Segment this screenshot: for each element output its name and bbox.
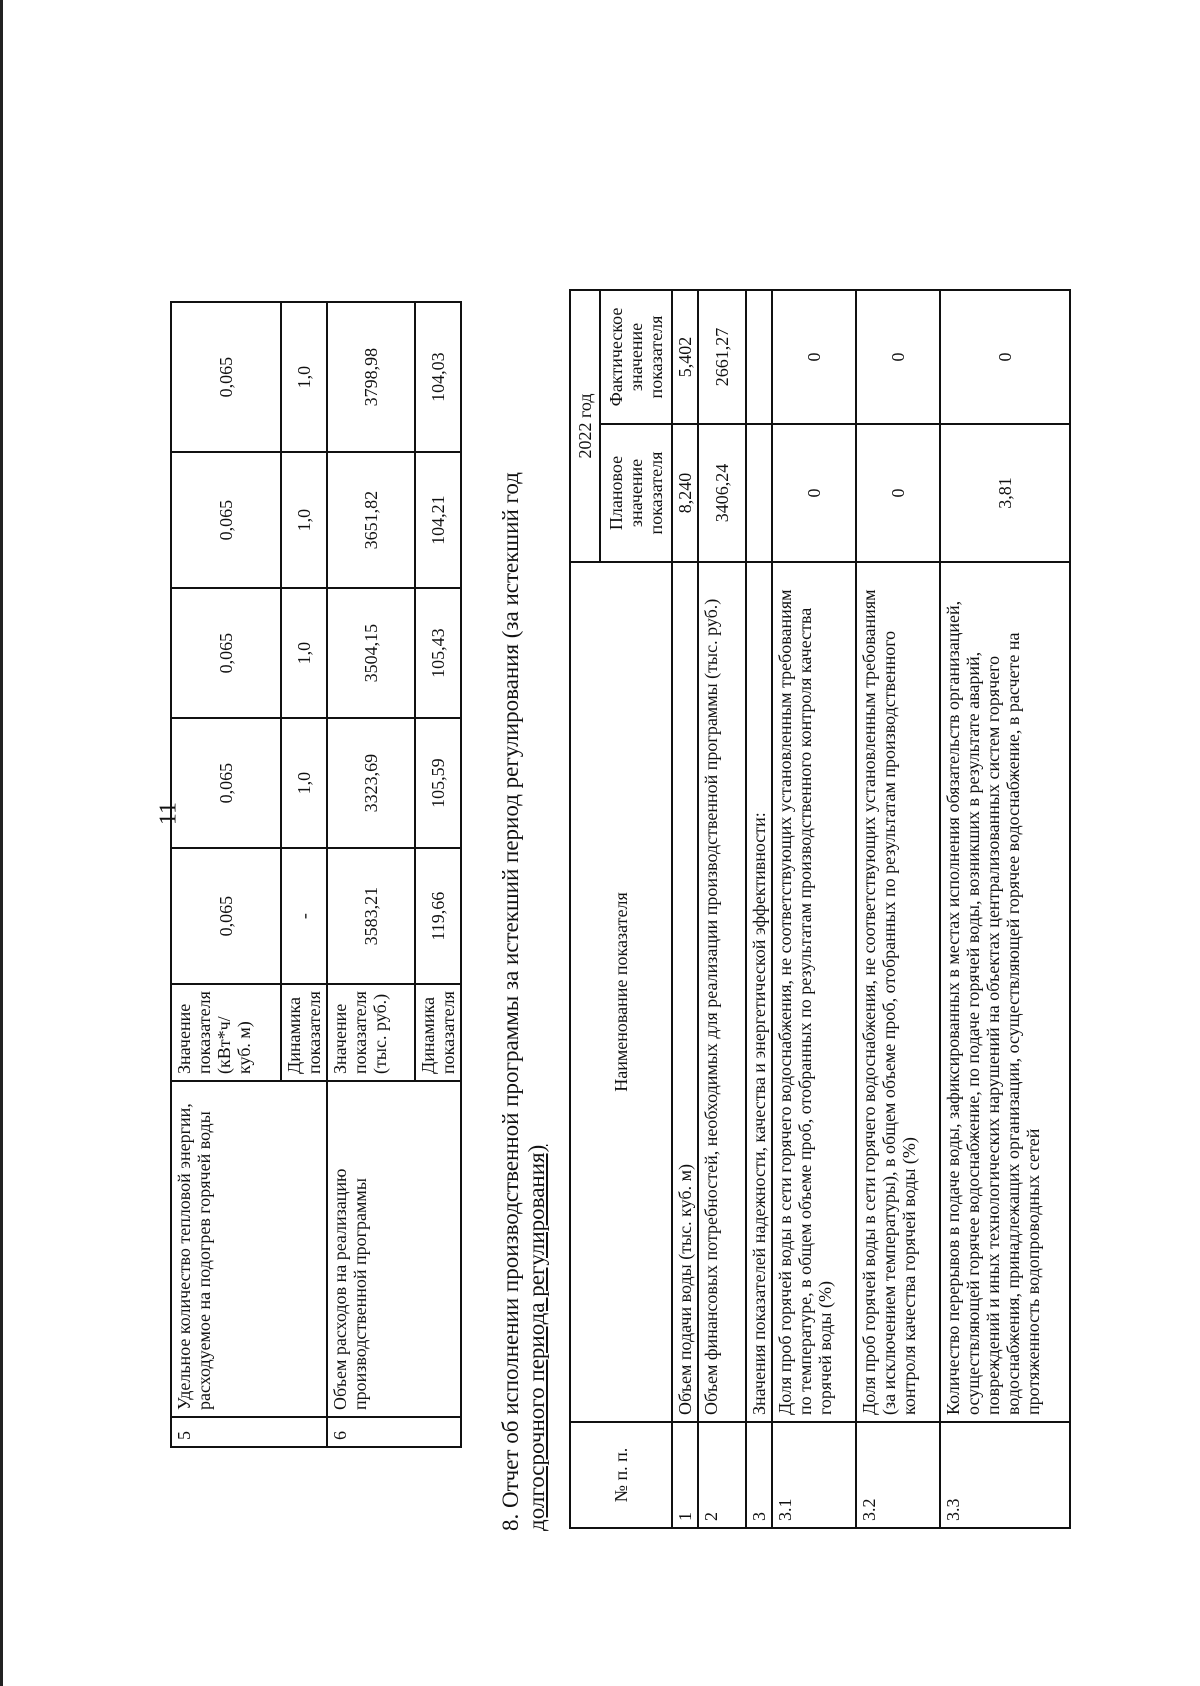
value-cell: 1,0 [281, 452, 327, 588]
sub-label: Значение показателя (тыс. руб.) [327, 984, 415, 1081]
continuation-table [170, 301, 462, 1448]
table-row [940, 290, 1070, 1528]
row-num: 3 [746, 1422, 772, 1528]
section-heading-line1: 8. Отчет об исполнении производственной программы за истекший период регулирования (за истекший год [498, 472, 523, 1531]
value-cell: 105,43 [415, 588, 461, 718]
table-row [171, 302, 281, 1447]
row-num: 1 [672, 1422, 698, 1528]
sub-label: Динамика показателя [281, 984, 327, 1081]
row-name: Значения показателей надежности, качества и энергетической эффективности: [746, 562, 772, 1422]
row-name: Доля проб горячей воды в сети горячего водоснабжения, не соответствующих установленным требованиям (за исключением температуры), в общем объеме проб, отобранных по результатам производственного контроля качества горячей воды (%) [856, 562, 940, 1422]
value-cell: 0,065 [171, 848, 281, 984]
row-num: 6 [327, 1417, 461, 1447]
value-cell: - [281, 848, 327, 984]
plan-cell [746, 424, 772, 562]
row-num: 3.1 [772, 1422, 856, 1528]
row-name: Удельное количество тепловой энергии, расходуемое на подогрев горячей воды [171, 1081, 327, 1417]
plan-cell: 8,240 [672, 424, 698, 562]
value-cell: 119,66 [415, 848, 461, 984]
table-row [856, 290, 940, 1528]
page-number: 11 [155, 801, 182, 826]
plan-cell: 3406,24 [698, 424, 746, 562]
value-cell: 104,21 [415, 452, 461, 588]
value-cell: 3798,98 [327, 302, 415, 452]
fact-cell: 2661,27 [698, 290, 746, 424]
value-cell: 1,0 [281, 302, 327, 452]
table-row [672, 290, 698, 1528]
header-plan: Плановое значение показателя [600, 424, 672, 562]
table-row [698, 290, 746, 1528]
row-num: 3.2 [856, 1422, 940, 1528]
report-table [569, 289, 1071, 1529]
plan-cell: 0 [856, 424, 940, 562]
header-year: 2022 год [570, 290, 600, 562]
value-cell: 3504,15 [327, 588, 415, 718]
header-name: Наименование показателя [570, 562, 672, 1422]
table-row [327, 302, 415, 1447]
row-num: 2 [698, 1422, 746, 1528]
plan-cell: 0 [772, 424, 856, 562]
fact-cell: 5,402 [672, 290, 698, 424]
row-name: Объем финансовых потребностей, необходимых для реализации производственной программы (тыс. руб.) [698, 562, 746, 1422]
row-name: Доля проб горячей воды в сети горячего водоснабжения, не соответствующих установленным требованиям по температуре, в общем объеме проб, отобранных по результатам производственного контроля качества горячей воды (%) [772, 562, 856, 1422]
value-cell: 3323,69 [327, 718, 415, 848]
value-cell: 1,0 [281, 718, 327, 848]
row-name: Объем расходов на реализацию производственной программы [327, 1081, 461, 1417]
row-name: Количество перерывов в подаче воды, зафиксированных в местах исполнения обязательств организацией, осуществляющей горячее водоснабжение, по подаче горячей воды, возникших в результате аварий, повреждений и иных технологических нарушений на объектах централизованных систем горячего водоснабжения, принадлежащих организации, осуществляющей горячее водоснабжение, в расчете на протяженность водопроводных сетей [940, 562, 1070, 1422]
row-num: 3.3 [940, 1422, 1070, 1528]
value-cell: 0,065 [171, 588, 281, 718]
table-header-row [570, 290, 600, 1528]
value-cell: 3583,21 [327, 848, 415, 984]
header-fact: Фактическое значение показателя [600, 290, 672, 424]
value-cell: 0,065 [171, 452, 281, 588]
fact-cell: 0 [772, 290, 856, 424]
row-num: 5 [171, 1417, 327, 1447]
sub-label: Значение показателя (кВт*ч/куб. м) [171, 984, 281, 1081]
value-cell: 1,0 [281, 588, 327, 718]
value-cell: 0,065 [171, 718, 281, 848]
value-cell: 0,065 [171, 302, 281, 452]
section-heading-line2: долгосрочного периода регулирования) [524, 1144, 549, 1531]
plan-cell: 3,81 [940, 424, 1070, 562]
value-cell: 104,03 [415, 302, 461, 452]
sub-label: Динамика показателя [415, 984, 461, 1081]
fact-cell: 0 [856, 290, 940, 424]
table-row [772, 290, 856, 1528]
fact-cell: 0 [940, 290, 1070, 424]
section-heading [498, 171, 550, 1531]
header-num: № п. п. [570, 1422, 672, 1528]
value-cell: 105,59 [415, 718, 461, 848]
value-cell: 3651,82 [327, 452, 415, 588]
row-name: Объем подачи воды (тыс. куб. м) [672, 562, 698, 1422]
fact-cell [746, 290, 772, 424]
table-row [746, 290, 772, 1528]
